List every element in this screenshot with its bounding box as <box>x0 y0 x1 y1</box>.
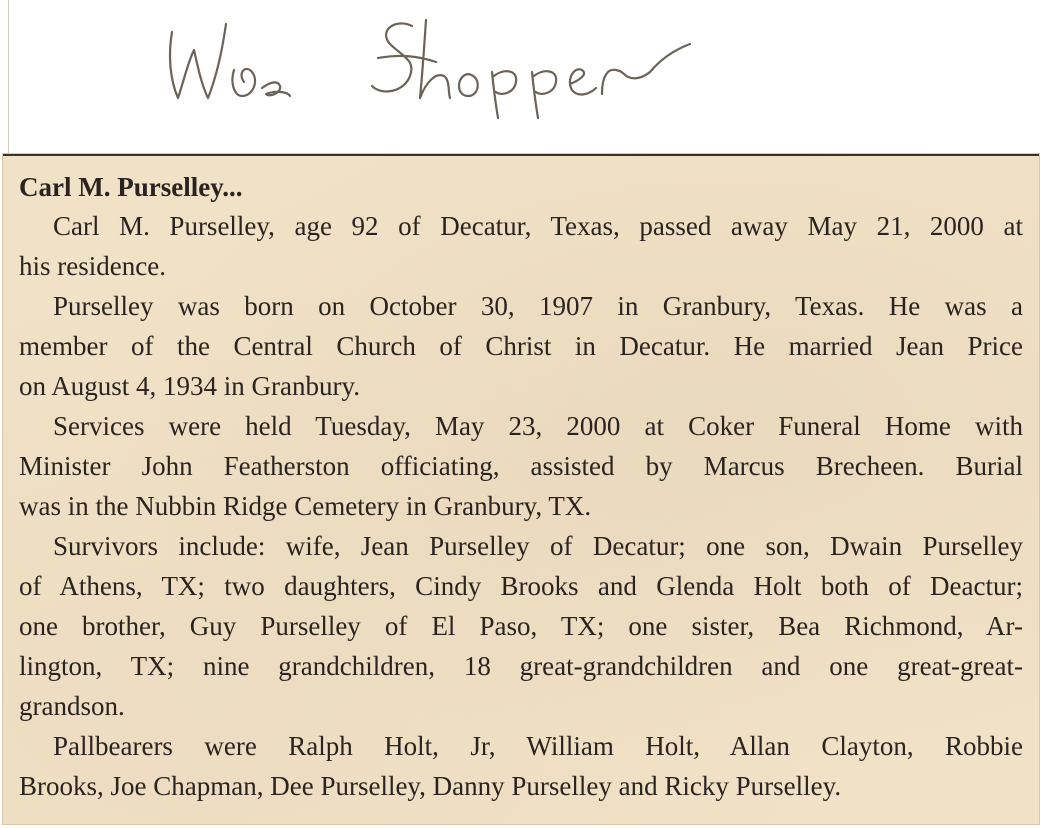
handwritten-note <box>150 0 750 120</box>
text-line: one brother, Guy Purselley of El Paso, TX; one sister, Bea Richmond, Ar- <box>19 611 1023 641</box>
text-line: was in the Nubbin Ridge Cemetery in Granbury, TX. <box>19 491 592 521</box>
text-line: Minister John Featherston officiating, assisted by Marcus Brecheen. Burial <box>19 451 1023 481</box>
text-line: Services were held Tuesday, May 23, 2000 at Coker Funeral Home with <box>53 411 1023 441</box>
text-line: his residence. <box>19 251 166 281</box>
text-line: Carl M. Purselley, age 92 of Decatur, Texas, passed away May 21, 2000 at <box>53 211 1023 241</box>
paragraph-survivors <box>19 526 1031 726</box>
newspaper-clipping <box>3 154 1039 824</box>
paragraph-pallbearers <box>19 726 1031 806</box>
text-line: Purselley was born on October 30, 1907 in Granbury, Texas. He was a <box>53 291 1023 321</box>
text-line: grandson. <box>19 691 125 721</box>
text-line: Pallbearers were Ralph Holt, Jr, William Holt, Allan Clayton, Robbie <box>53 731 1023 761</box>
page-edge-line <box>8 0 9 160</box>
text-line: Survivors include: wife, Jean Purselley of Decatur; one son, Dwain Purselley <box>53 531 1023 561</box>
text-line: lington, TX; nine grandchildren, 18 great-grandchildren and one great-great- <box>19 651 1023 681</box>
article-headline: Carl M. Purselley... <box>19 172 243 202</box>
text-line: on August 4, 1934 in Granbury. <box>19 371 360 401</box>
paragraph-services <box>19 406 1031 526</box>
text-line: of Athens, TX; two daughters, Cindy Brooks and Glenda Holt both of Deactur; <box>19 571 1023 601</box>
paragraph-death-notice <box>19 206 1031 286</box>
text-line: member of the Central Church of Christ in Decatur. He married Jean Price <box>19 331 1023 361</box>
obituary-article <box>19 168 1031 806</box>
text-line: Brooks, Joe Chapman, Dee Purselley, Danny Purselley and Ricky Purselley. <box>19 771 842 801</box>
handwriting-signature-graphic <box>150 0 750 120</box>
paragraph-biography <box>19 286 1031 406</box>
